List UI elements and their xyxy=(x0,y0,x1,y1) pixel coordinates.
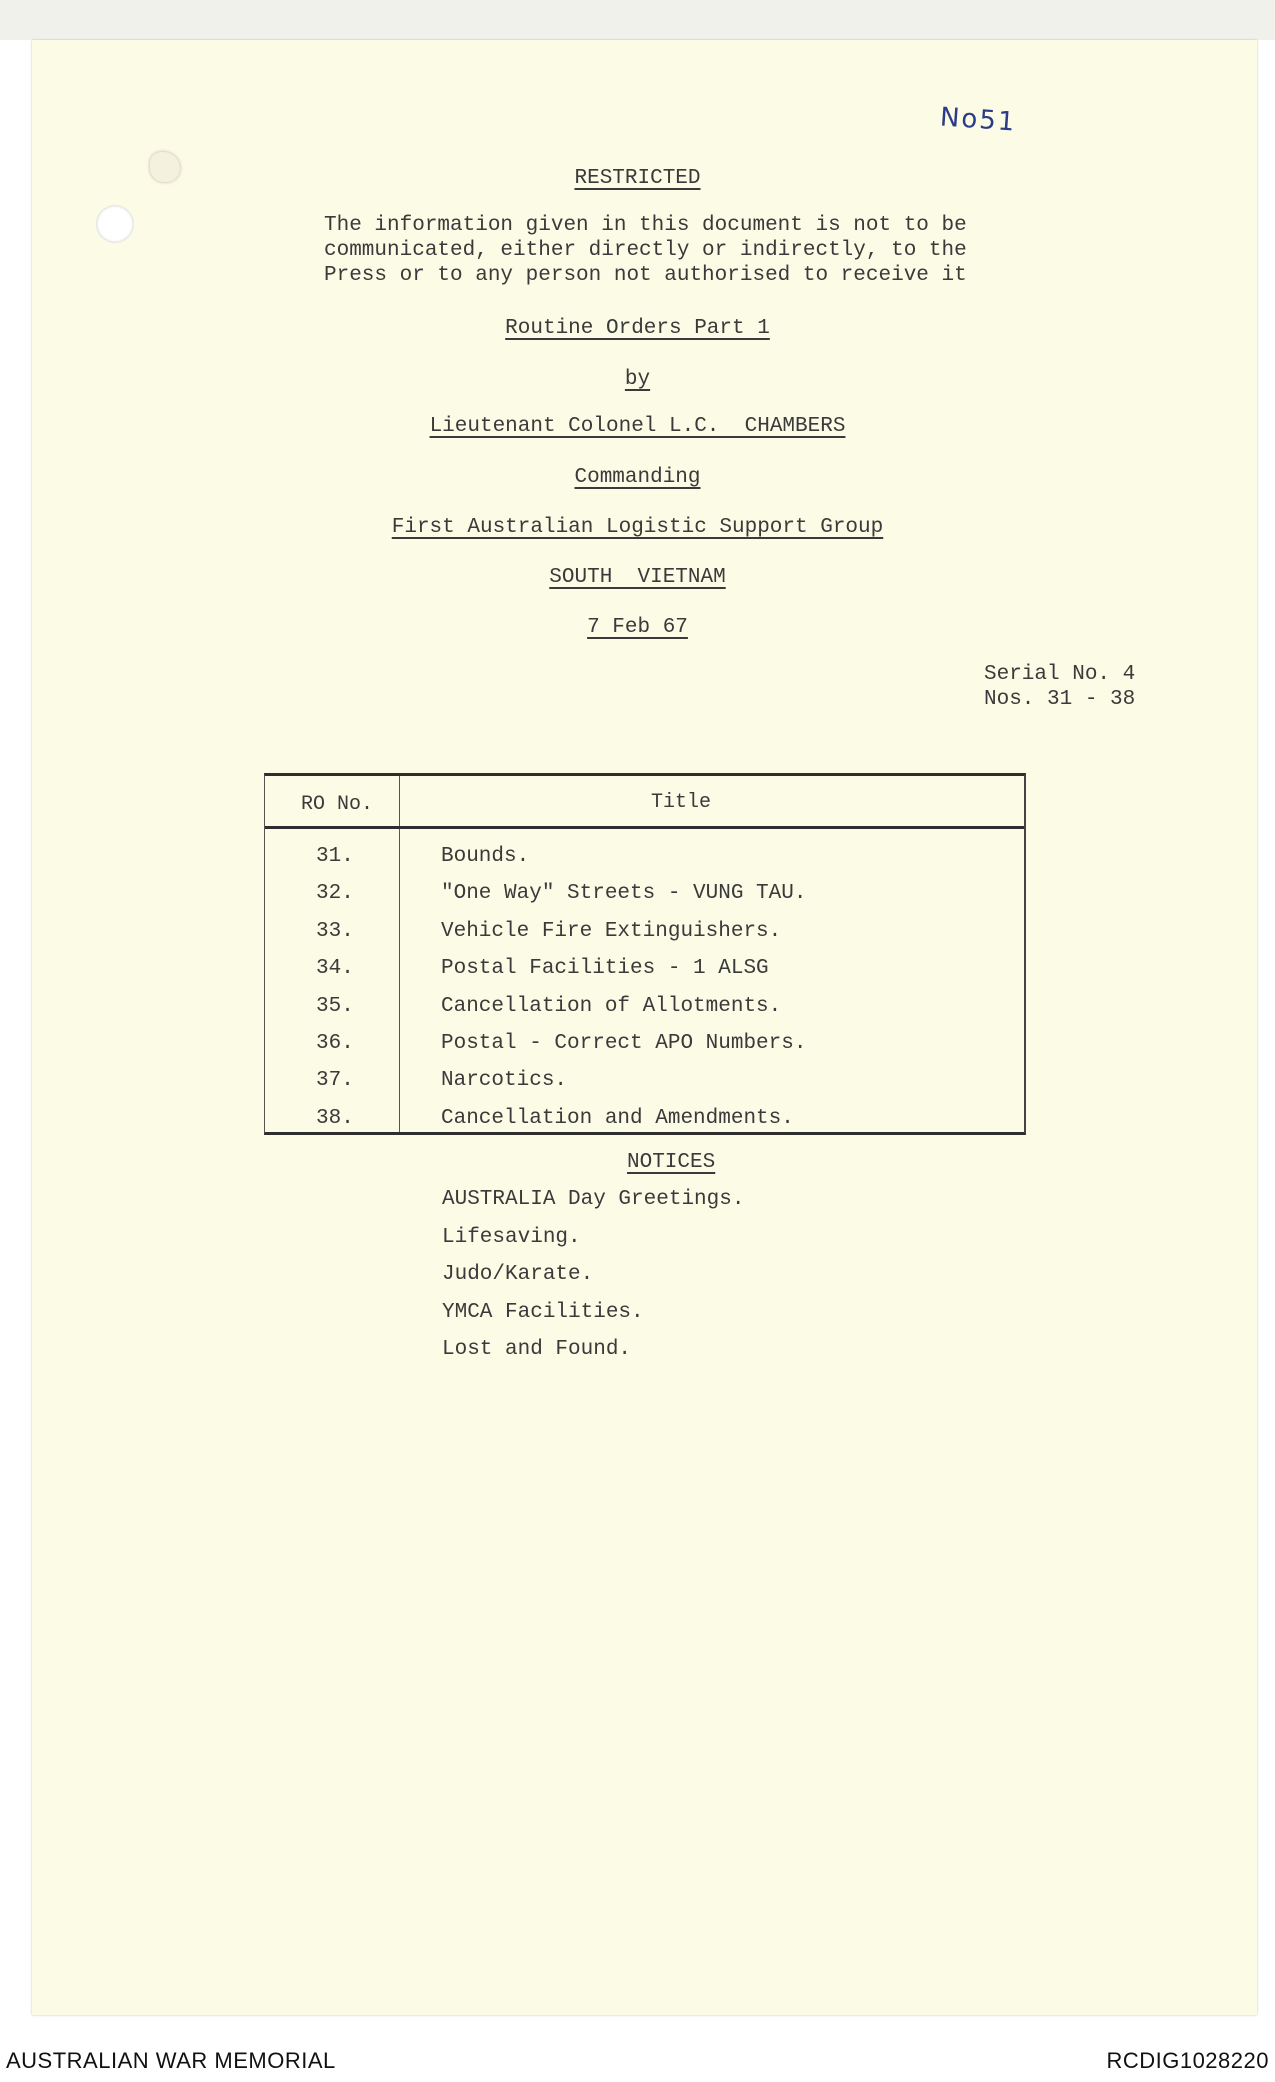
ro-title: Narcotics. xyxy=(441,1069,568,1093)
notice-item: YMCA Facilities. xyxy=(442,1300,644,1324)
archive-id: RCDIG1028220 xyxy=(1106,2048,1269,2073)
table-row xyxy=(265,1063,1024,1100)
ro-number: 34. xyxy=(316,957,354,981)
serial-number: Serial No. 4 xyxy=(984,663,1136,686)
notice-item: Lifesaving. xyxy=(442,1225,581,1249)
commander-name: Lieutenant Colonel L.C. CHAMBERS xyxy=(429,415,846,438)
ro-title: Bounds. xyxy=(441,845,530,868)
notice-item: Lost and Found. xyxy=(442,1338,632,1362)
commanding-line: Commanding xyxy=(574,466,701,489)
table-row xyxy=(265,839,1024,876)
by-line: by xyxy=(624,368,651,391)
ro-number: 32. xyxy=(316,882,354,906)
ro-number: 38. xyxy=(316,1106,354,1130)
routine-orders-table xyxy=(264,773,1026,1135)
table-row xyxy=(265,989,1024,1026)
unit-name: First Australian Logistic Support Group xyxy=(391,516,884,539)
table-row xyxy=(265,1101,1024,1138)
archive-credit: AUSTRALIAN WAR MEMORIAL xyxy=(6,2048,336,2073)
order-range: Nos. 31 - 38 xyxy=(984,688,1136,711)
table-row xyxy=(265,1026,1024,1063)
ro-number: 36. xyxy=(316,1031,354,1055)
ro-number: 37. xyxy=(316,1069,354,1093)
ro-number: 35. xyxy=(316,994,354,1018)
scan-background xyxy=(0,0,1275,40)
table-row xyxy=(265,914,1024,951)
ro-title: Cancellation and Amendments. xyxy=(441,1106,794,1130)
document-date: 7 Feb 67 xyxy=(587,616,688,639)
ro-title: Cancellation of Allotments. xyxy=(441,994,782,1018)
document-title: Routine Orders Part 1 xyxy=(505,317,770,340)
notice-item: Judo/Karate. xyxy=(442,1263,594,1287)
table-row xyxy=(265,876,1024,913)
notices-list xyxy=(442,1188,744,1376)
ro-title: Postal Facilities - 1 ALSG xyxy=(441,957,769,981)
table-row xyxy=(265,951,1024,988)
ro-number: 33. xyxy=(316,919,354,943)
notices-heading: NOTICES xyxy=(627,1151,716,1174)
location: SOUTH VIETNAM xyxy=(549,566,726,589)
handwritten-reference: No51 xyxy=(939,102,1018,138)
header-title: Title xyxy=(651,791,712,814)
serial-block xyxy=(984,662,1135,712)
notice-line: communicated, either directly or indirectly, to the xyxy=(324,239,967,262)
ro-title: Vehicle Fire Extinguishers. xyxy=(441,919,782,943)
notice-item: AUSTRALIA Day Greetings. xyxy=(442,1188,745,1211)
ro-title: Postal - Correct APO Numbers. xyxy=(441,1031,807,1055)
header-divider xyxy=(265,826,1024,829)
notice-line: Press or to any person not authorised to receive it xyxy=(324,264,967,287)
classification-heading: RESTRICTED xyxy=(574,167,701,190)
notice-line: The information given in this document is not to be xyxy=(324,214,967,237)
header-ro-no: RO No. xyxy=(301,793,374,816)
punch-hole xyxy=(96,205,134,243)
ro-title: "One Way" Streets - VUNG TAU. xyxy=(441,882,807,906)
ro-number: 31. xyxy=(316,845,354,868)
restriction-notice xyxy=(324,213,967,288)
